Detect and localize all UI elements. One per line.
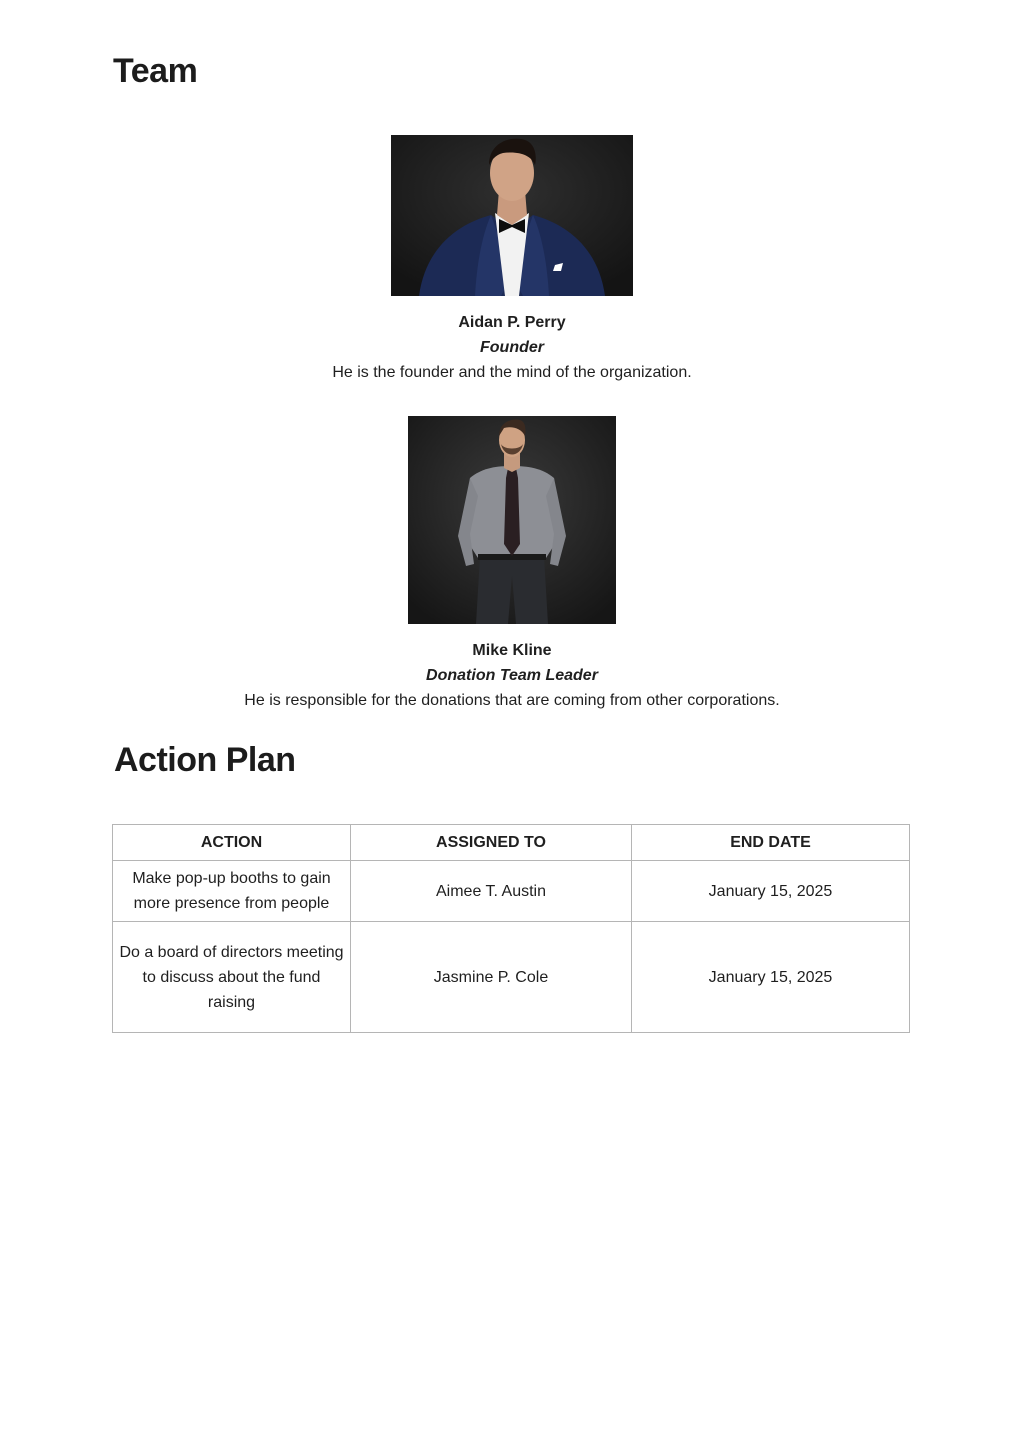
member-role: Donation Team Leader bbox=[426, 667, 598, 684]
table-header-row bbox=[113, 825, 910, 861]
member-photo bbox=[408, 416, 616, 624]
action-plan-table bbox=[112, 824, 910, 1033]
member-name: Mike Kline bbox=[472, 642, 552, 659]
assigned-to-cell: Aimee T. Austin bbox=[351, 861, 632, 922]
column-header-end-date: END DATE bbox=[632, 825, 910, 861]
column-header-assigned-to: ASSIGNED TO bbox=[351, 825, 632, 861]
member-role: Founder bbox=[480, 339, 544, 356]
assigned-to-cell: Jasmine P. Cole bbox=[351, 922, 632, 1033]
team-heading: Team bbox=[113, 52, 198, 90]
end-date-cell: January 15, 2025 bbox=[632, 861, 910, 922]
team-member-card bbox=[0, 135, 1024, 385]
action-plan-heading: Action Plan bbox=[114, 741, 296, 779]
member-description: He is the founder and the mind of the organization. bbox=[332, 364, 692, 381]
action-cell: Make pop-up booths to gain more presence from people bbox=[113, 861, 351, 922]
member-name: Aidan P. Perry bbox=[458, 314, 566, 331]
team-member-card bbox=[0, 416, 1024, 713]
action-cell: Do a board of directors meeting to discuss about the fund raising bbox=[113, 922, 351, 1033]
member-photo bbox=[391, 135, 633, 296]
table-row bbox=[113, 861, 910, 922]
member-description: He is responsible for the donations that are coming from other corporations. bbox=[244, 692, 780, 709]
column-header-action: ACTION bbox=[113, 825, 351, 861]
end-date-cell: January 15, 2025 bbox=[632, 922, 910, 1033]
table-row bbox=[113, 922, 910, 1033]
